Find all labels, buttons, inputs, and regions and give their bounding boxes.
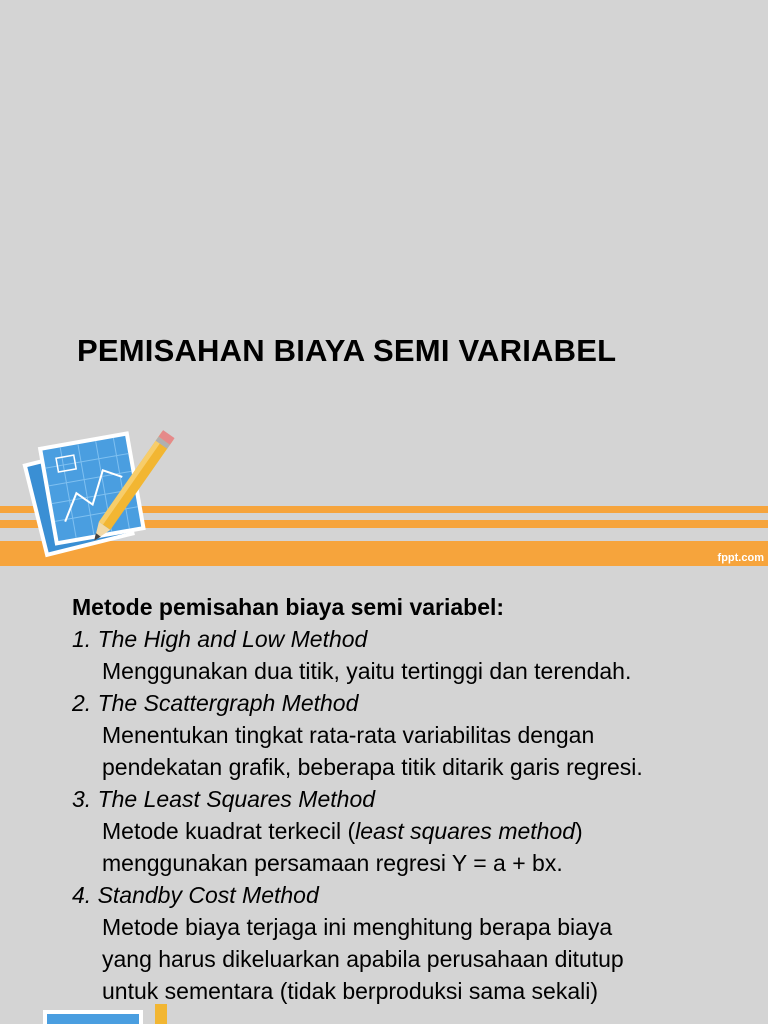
pencil-icon xyxy=(155,1004,167,1024)
method-2-desc-line2: pendekatan grafik, beberapa titik ditarik garis regresi. xyxy=(102,754,643,780)
method-4-desc-line3: untuk sementara (tidak berproduksi sama sekali) xyxy=(102,978,599,1004)
method-4-desc-line2: yang harus dikeluarkan apabila perusahaan ditutup xyxy=(102,946,624,972)
methods-list xyxy=(72,591,752,1007)
blueprint-pencil-illustration xyxy=(15,420,175,566)
method-3-desc-em: least squares method xyxy=(355,818,576,844)
slide-title: PEMISAHAN BIAYA SEMI VARIABEL xyxy=(77,333,617,368)
blueprint-pencil-illustration-partial xyxy=(15,1002,175,1024)
method-3-label: 3. The Least Squares Method xyxy=(72,786,376,812)
content-slide xyxy=(0,566,768,1024)
method-3-desc-pre: Metode kuadrat terkecil ( xyxy=(102,818,356,844)
brand-watermark: fppt.com xyxy=(717,552,764,564)
method-4-label: 4. Standby Cost Method xyxy=(72,882,319,908)
method-2-label: 2. The Scattergraph Method xyxy=(72,690,359,716)
method-3-desc-post: ) xyxy=(575,818,583,844)
methods-heading: Metode pemisahan biaya semi variabel: xyxy=(72,594,505,620)
method-3-desc-line2: menggunakan persamaan regresi Y = a + bx. xyxy=(102,850,563,876)
method-2-desc-line1: Menentukan tingkat rata-rata variabilitas dengan xyxy=(102,722,595,748)
method-3-desc-line1 xyxy=(72,815,752,847)
method-4-desc-line1: Metode biaya terjaga ini menghitung berapa biaya xyxy=(102,914,613,940)
method-1-label: 1. The High and Low Method xyxy=(72,626,368,652)
method-1-desc: Menggunakan dua titik, yaitu tertinggi dan terendah. xyxy=(102,658,632,684)
